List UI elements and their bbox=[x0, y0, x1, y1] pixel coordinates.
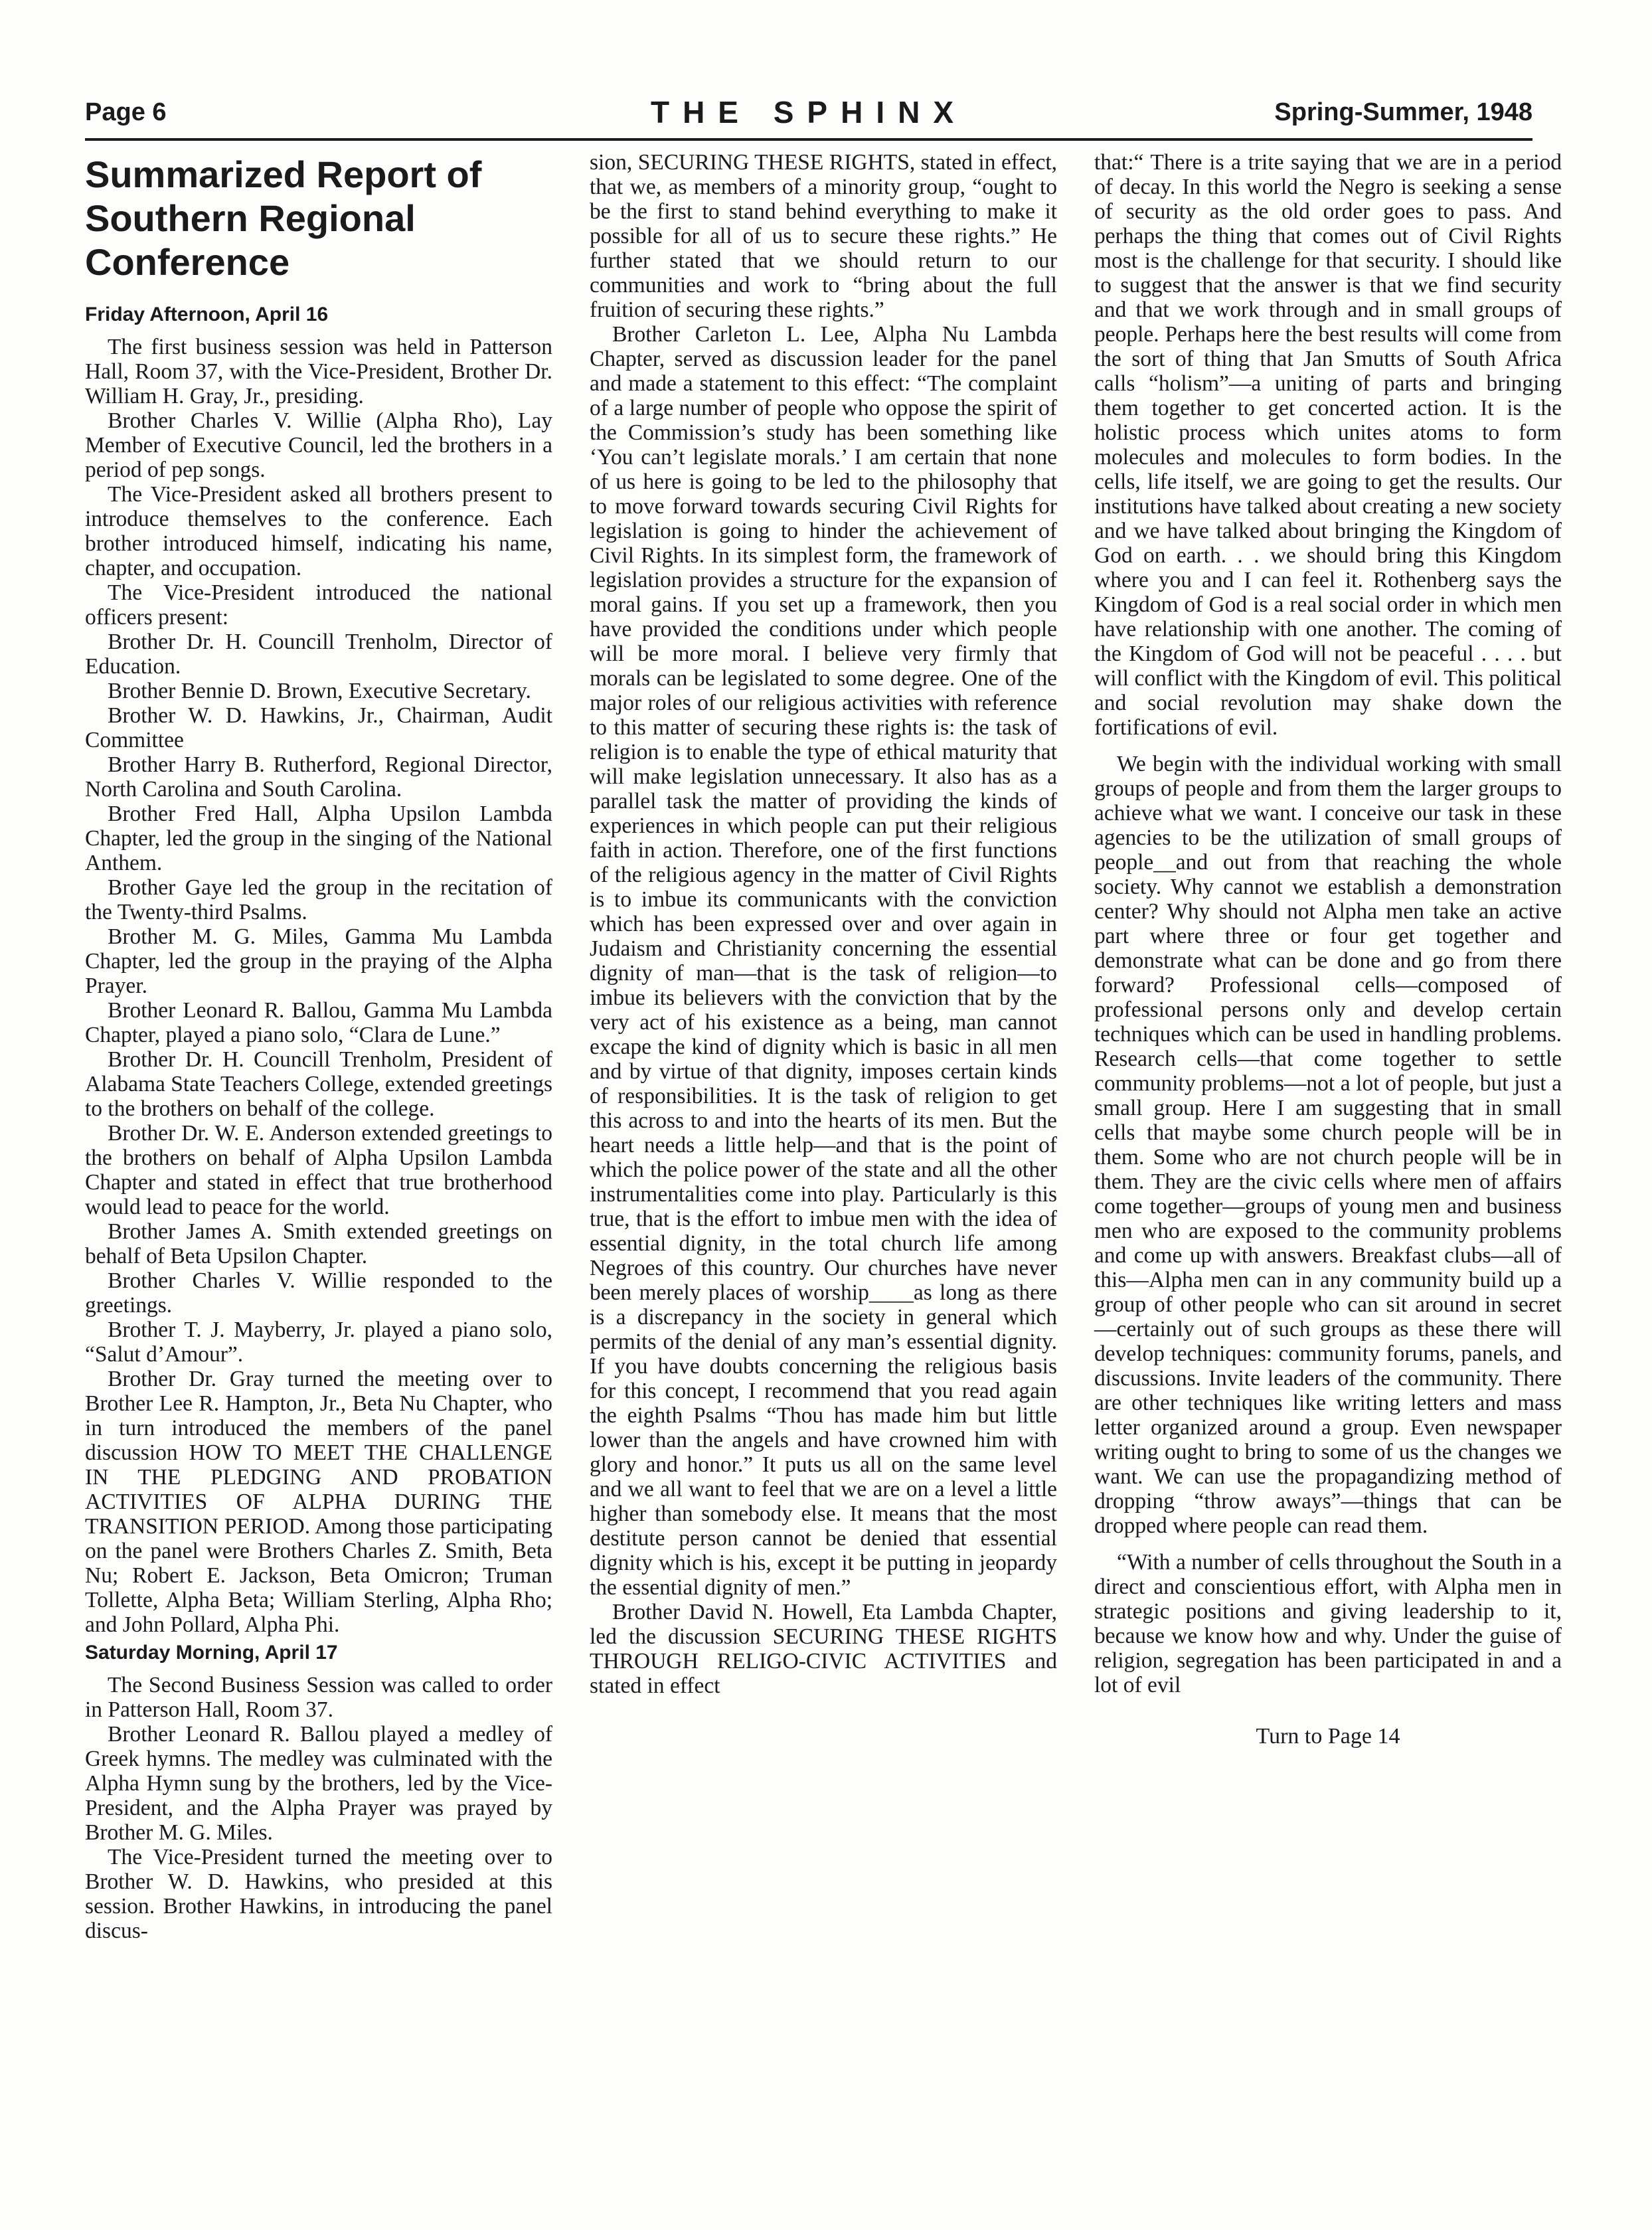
column-body bbox=[590, 150, 1057, 1698]
paragraph: The Vice-President introduced the national officers present: bbox=[85, 580, 552, 630]
paragraph: Brother Dr. H. Councill Trenholm, Director of Education. bbox=[85, 630, 552, 679]
paragraph: that:“ There is a trite saying that we are in a period of decay. In this world the Negro is seeking a sense of security as the old order goes to pass. And perhaps the thing that comes out of Civil Rights most is the challenge for that security. I should like to suggest that the answer is that we find security and that we work through and in small groups of people. Perhaps here the best results will come from the sort of thing that Jan Smutts of South Africa calls “holism”—a uniting of parts and bringing them together to get concerted action. It is the holistic process which unites atoms to form molecules and molecules to form bodies. In the cells, life itself, we are going to get the results. Our institutions have talked about creating a new society and we have talked about bringing the Kingdom of God on earth. . . we should bring this Kingdom where you and I can feel it. Rothenberg says the Kingdom of God is a real social order in which men have relationship with one another. The coming of the Kingdom of God will not be peaceful . . . . but will conflict with the Kingdom of evil. This political and social revolution may shake down the fortifications of evil. bbox=[1094, 150, 1562, 740]
paragraph: The Vice-President turned the meeting over to Brother W. D. Hawkins, who presided at this session. Brother Hawkins, in introducing the panel discus- bbox=[85, 1845, 552, 1943]
masthead-title: THE SPHINX bbox=[650, 95, 967, 129]
paragraph: Brother Leonard R. Ballou, Gamma Mu Lambda Chapter, played a piano solo, “Clara de Lune.” bbox=[85, 998, 552, 1047]
paragraph: Brother Leonard R. Ballou played a medley of Greek hymns. The medley was culminated with the Alpha Hymn sung by the brothers, led by the Vice-President, and the Alpha Prayer was prayed by Brother M. G. Miles. bbox=[85, 1722, 552, 1845]
column-1 bbox=[85, 150, 552, 1943]
paragraph: Brother Charles V. Willie (Alpha Rho), Lay Member of Executive Council, led the brothers in a period of pep songs. bbox=[85, 408, 552, 482]
paragraph: The Vice-President asked all brothers present to introduce themselves to the conference. Each brother introduced himself, indicating his name, chapter, and occupation. bbox=[85, 482, 552, 580]
paragraph: Brother W. D. Hawkins, Jr., Chairman, Audit Committee bbox=[85, 703, 552, 752]
section-heading: Friday Afternoon, April 16 bbox=[85, 303, 329, 325]
paragraph: Brother Fred Hall, Alpha Upsilon Lambda Chapter, led the group in the singing of the National Anthem. bbox=[85, 802, 552, 875]
paragraph: Brother Gaye led the group in the recitation of the Twenty-third Psalms. bbox=[85, 875, 552, 924]
continuation-note: Turn to Page 14 bbox=[1256, 1724, 1400, 1749]
paragraph: The first business session was held in Patterson Hall, Room 37, with the Vice-President, Brother Dr. William H. Gray, Jr., presiding. bbox=[85, 335, 552, 408]
paragraph: Brother Carleton L. Lee, Alpha Nu Lambda Chapter, served as discussion leader for the panel and made a statement to this effect: “The complaint of a large number of people who oppose the spirit of the Commission’s study has been something like ‘You can’t legislate morals.’ I am certain that none of us here is going to be led to the philosophy that to move forward towards securing Civil Rights for legislation is going to hinder the achievement of Civil Rights. In its simplest form, the framework of legislation provides a structure for the expansion of moral gains. If you set up a framework, then you have provided the conditions under which people will be more moral. I believe very firmly that morals can be legislated to some degree. One of the major roles of our religious activities with reference to this matter of securing these rights is: the task of religion is to enable the type of ethical maturity that will make legislation unnecessary. It also has as a parallel task the matter of providing the kinds of experiences in which people can put their religious faith in action. Therefore, one of the first functions of the religious agency in the matter of Civil Rights is to imbue its communicants with the conviction which has been expressed over and over again in Judaism and Christianity concerning the essential dignity of man—that is the task of religion—to imbue its believers with the conviction that by the very act of his existence as a being, man cannot excape the kind of dignity which is basic in all men and by virtue of that dignity, imposes certain kinds of responsibilities. It is the task of religion to get this across to and into the hearts of its men. But the heart needs a little help—and that is the point of which the police power of the state and all the other instrumentalities come into play. Particularly is this true, that is the effort to imbue men with the idea of essential dignity, in the total church life among Negroes of this country. Our churches have never been merely places of worship____as long as there is a discrepancy in the society in general which permits of the denial of any man’s essential dignity. If you have doubts concerning the religious basis for this concept, I recommend that you read again the eighth Psalms “Thou has made him but little lower than the angels and have crowned him with glory and honor.” It puts us all on the same level and we all want to feel that we are on a level a little higher than somebody else. It means that the most destitute person cannot be denied that essential dignity which is his, except it be putting in jeopardy the essential dignity of men.” bbox=[590, 322, 1057, 1600]
paragraph: Brother Bennie D. Brown, Executive Secretary. bbox=[108, 679, 531, 703]
paragraph: Brother M. G. Miles, Gamma Mu Lambda Chapter, led the group in the praying of the Alpha Prayer. bbox=[85, 924, 552, 998]
section-body bbox=[85, 335, 552, 1637]
paragraph: “With a number of cells throughout the South in a direct and conscientious effort, with Alpha men in strategic positions and giving leadership to it, because we know how and why. Under the guise of religion, segregation has been participated in and a lot of evil bbox=[1094, 1550, 1562, 1697]
page-number: Page 6 bbox=[85, 98, 167, 126]
paragraph: Brother Harry B. Rutherford, Regional Director, North Carolina and South Carolina. bbox=[85, 752, 552, 802]
page-header bbox=[85, 94, 1532, 141]
paragraph: Brother James A. Smith extended greetings on behalf of Beta Upsilon Chapter. bbox=[85, 1219, 552, 1268]
paragraph: Brother Dr. H. Councill Trenholm, President of Alabama State Teachers College, extended greetings to the brothers on behalf of the college. bbox=[85, 1047, 552, 1121]
paragraph: Brother David N. Howell, Eta Lambda Chapter, led the discussion SECURING THESE RIGHTS THROUGH RELIGO-CIVIC ACTIVITIES and stated in effect bbox=[590, 1600, 1057, 1698]
paragraph: We begin with the individual working with small groups of people and from them the larger groups to achieve what we want. I conceive our task in these agencies to be the utilization of small groups of people__and out from that reaching the whole society. Why cannot we establish a demonstration center? Why should not Alpha men take an active part where three or four get together and demonstrate what can be done and go from there forward? Professional cells—composed of professional persons only and develop certain techniques which can be used in handling problems. Research cells—that come together to settle community problems—not a lot of people, but just a small group. Here I am suggesting that in small cells that maybe some church people will be in them. Some who are not church people will be in them. They are the civic cells where men of affairs come together—groups of young men and business men who are exposed to the community problems and come up with answers. Breakfast clubs—all of this—Alpha men can in any community build up a group of other people who can sit around in secret—certainly out of such groups as these there will develop techniques: community forums, panels, and discussions. Invite leaders of the community. There are other techniques like writing letters and mass letter organized around a group. Even newspaper writing ought to bring to some of us the changes we want. We can use the propagandizing method of dropping “throw aways”—things that can be dropped where people can read them. bbox=[1094, 752, 1562, 1538]
issue-date: Spring-Summer, 1948 bbox=[1274, 98, 1532, 126]
paragraph: sion, SECURING THESE RIGHTS, stated in effect, that we, as members of a minority group, “ought to be the first to stand behind everything to make it possible for all of us to secure these rights.” He further stated that we should return to our communities and work to “bring about the full fruition of securing these rights.” bbox=[590, 150, 1057, 322]
paragraph: Brother Dr. W. E. Anderson extended greetings to the brothers on behalf of Alpha Upsilon Lambda Chapter and stated in effect that true brotherhood would lead to peace for the world. bbox=[85, 1121, 552, 1219]
paragraph: The Second Business Session was called to order in Patterson Hall, Room 37. bbox=[85, 1673, 552, 1722]
paragraph: Brother Dr. Gray turned the meeting over to Brother Lee R. Hampton, Jr., Beta Nu Chapter, who in turn introduced the members of the panel discussion HOW TO MEET THE CHALLENGE IN THE PLEDGING AND PROBATION ACTIVITIES OF ALPHA DURING THE TRANSITION PERIOD. Among those participating on the panel were Brothers Charles Z. Smith, Beta Nu; Robert E. Jackson, Beta Omicron; Truman Tollette, Alpha Beta; William Sterling, Alpha Rho; and John Pollard, Alpha Phi. bbox=[85, 1367, 552, 1637]
column-body bbox=[1094, 150, 1562, 1697]
paragraph: Brother Charles V. Willie responded to the greetings. bbox=[85, 1268, 552, 1318]
section-body bbox=[85, 1673, 552, 1943]
column-3 bbox=[1094, 150, 1562, 1749]
article-title: Summarized Report of Southern Regional Conference bbox=[85, 153, 482, 283]
section-heading: Saturday Morning, April 17 bbox=[85, 1642, 338, 1664]
column-2 bbox=[590, 150, 1057, 1698]
paragraph: Brother T. J. Mayberry, Jr. played a piano solo, “Salut d’Amour”. bbox=[85, 1318, 552, 1367]
